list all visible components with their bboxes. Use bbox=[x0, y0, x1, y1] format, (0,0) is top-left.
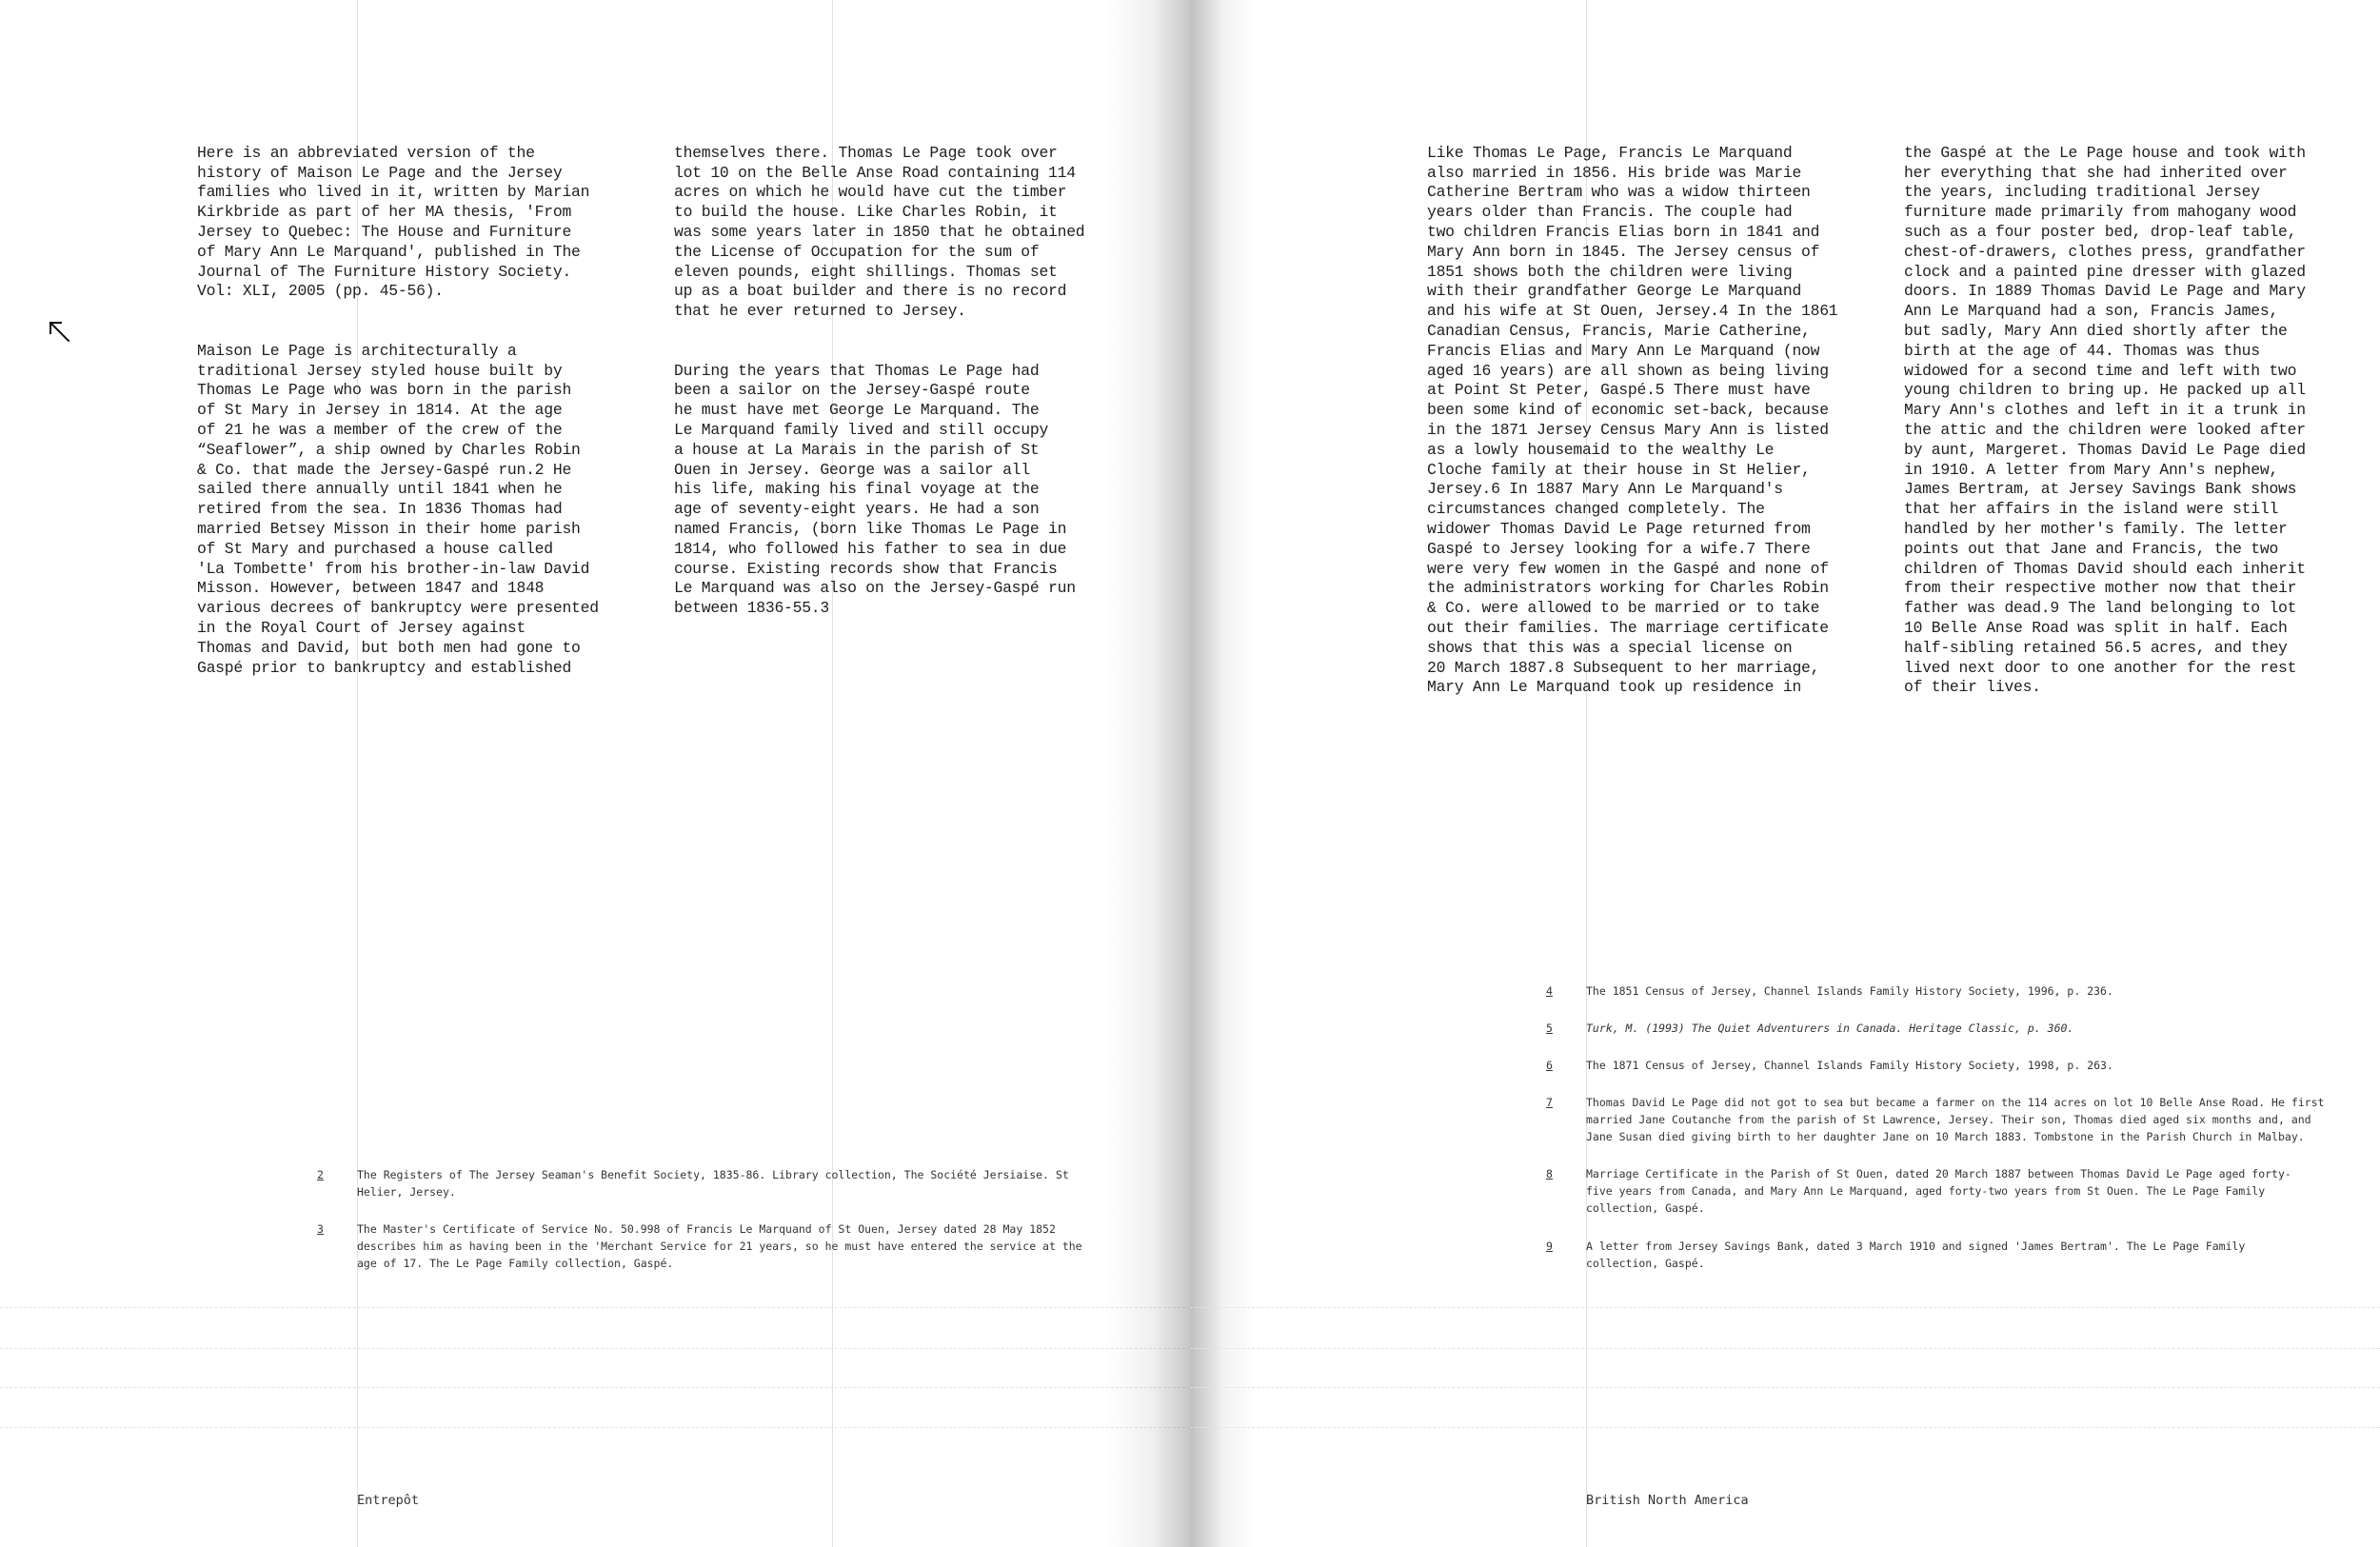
baseline-guide bbox=[0, 1307, 1190, 1308]
paragraph: the Gaspé at the Le Page house and took with her everything that she had inherited over the years, including traditional Jersey furniture made primarily from mahogany wood such as a four poster bed, drop-leaf table, chest-of-drawers, clothes press, grandfather clock and a painted pine dresser with glazed doors. In 1889 Thomas David Le Page and Mary Ann Le Marquand had a son, Francis James, but sadly, Mary Ann died shortly after the birth at the age of 44. Thomas was thus widowed for a second time and left with two young children to bring up. He packed up all Mary Ann's clothes and left in it a trunk in the attic and the children were looked after by aunt, Margeret. Thomas David Le Page died in 1910. A letter from Mary Ann's nephew, James Bertram, at Jersey Savings Bank shows that her affairs in the island were still handled by her mother's family. The letter points out that Jane and Francis, the two children of Thomas David should each inherit from their respective mother now that their father was dead.9 The land belonging to lot 10 Belle Anse Road was split in half. Each half-sibling retained 56.5 acres, and they lived next door to one another for the rest of their lives. bbox=[1904, 143, 2306, 697]
footnote-number[interactable]: 7 bbox=[1546, 1096, 1553, 1109]
paragraph: During the years that Thomas Le Page had been a sailor on the Jersey-Gaspé route he must have met George Le Marquand. The Le Marquand family lived and still occupy a house at La Marais in the parish of St Ouen in Jersey. George was a sailor all his life, making his final voyage at the age of seventy-eight years. He had a son named Francis, (born like Thomas Le Page in 1814, who followed his father to sea in due course. Existing records show that Francis Le Marquand was also on the Jersey-Gaspé run between 1836-55.3 bbox=[674, 361, 1076, 618]
baseline-guide bbox=[1190, 1307, 2380, 1308]
footnote-number[interactable]: 3 bbox=[317, 1222, 324, 1236]
body-column-2 bbox=[1904, 124, 2351, 718]
footnote-number[interactable]: 9 bbox=[1546, 1240, 1553, 1253]
baseline-guide bbox=[0, 1387, 1190, 1388]
footnote-number[interactable]: 5 bbox=[1546, 1021, 1553, 1035]
footnote-number[interactable]: 4 bbox=[1546, 984, 1553, 998]
baseline-guide bbox=[1190, 1348, 2380, 1349]
footnote-number[interactable]: 2 bbox=[317, 1168, 324, 1181]
baseline-guide bbox=[0, 1427, 1190, 1428]
binding-shadow bbox=[1104, 0, 1190, 1547]
footnote-number[interactable]: 8 bbox=[1546, 1167, 1553, 1180]
paragraph: Maison Le Page is architecturally a traditional Jersey styled house built by Thomas Le Page who was born in the parish of St Mary in Jersey in 1814. At the age of 21 he was a member of the crew of the “Seaflower”, a ship owned by Charles Robin & Co. that made the Jersey-Gaspé run.2 He sailed there annually until 1841 when he retired from the sea. In 1836 Thomas had married Betsey Misson in their home parish of St Mary and purchased a house called 'La Tombette' from his brother-in-law David Misson. However, between 1847 and 1848 various decrees of bankruptcy were presented in the Royal Court of Jersey against Thomas and David, but both men had gone to Gaspé prior to bankruptcy and established bbox=[197, 341, 599, 677]
body-column-1 bbox=[197, 124, 645, 698]
footnote-text: Marriage Certificate in the Parish of St Ouen, dated 20 March 1887 between Thomas David Le Page aged forty- five years from Canada, and Mary Ann Le Marquand, aged forty-two years from St Ouen. The Le Page Family collection, Gaspé. bbox=[1586, 1167, 2291, 1215]
body-column-2 bbox=[674, 124, 1121, 639]
baseline-guide bbox=[1190, 1387, 2380, 1388]
footnote-text: Thomas David Le Page did not got to sea but became a farmer on the 114 acres on lot 10 Belle Anse Road. He first married Jane Coutanche from the parish of St Lawrence, Jersey. Their son, Thomas died aged six months and, and Jane Susan died giving birth to her daughter Jane on 10 March 1883. Tombstone in the Parish Church in Malbay. bbox=[1586, 1096, 2325, 1143]
footnote-text: The Registers of The Jersey Seaman's Benefit Society, 1835-86. Library collection, The Société Jersiaise. St Helier, Jersey. bbox=[357, 1168, 1069, 1199]
body-column-1 bbox=[1427, 124, 1874, 718]
paragraph: Here is an abbreviated version of the history of Maison Le Page and the Jersey families who lived in it, written by Marian Kirkbride as part of her MA thesis, 'From Jersey to Quebec: The House and Furniture of Mary Ann Le Marquand', published in The Journal of The Furniture History Society. Vol: XLI, 2005 (pp. 45-56). bbox=[197, 143, 590, 301]
running-footer: Entrepôt bbox=[357, 1493, 420, 1508]
running-footer: British North America bbox=[1586, 1493, 1749, 1508]
arrow-up-left-icon[interactable] bbox=[48, 320, 72, 345]
footnote-text: The 1851 Census of Jersey, Channel Islands Family History Society, 1996, p. 236. bbox=[1586, 984, 2113, 998]
right-page bbox=[1190, 0, 2380, 1547]
paragraph: Like Thomas Le Page, Francis Le Marquand also married in 1856. His bride was Marie Catherine Bertram who was a widow thirteen years older than Francis. The couple had two children Francis Elias born in 1841 and Mary Ann born in 1845. The Jersey census of 1851 shows both the children were living with their grandfather George Le Marquand and his wife at St Ouen, Jersey.4 In the 1861 Canadian Census, Francis, Marie Catherine, Francis Elias and Mary Ann Le Marquand (now aged 16 years) are all shown as being living at Point St Peter, Gaspé.5 There must have been some kind of economic set-back, because in the 1871 Jersey Census Mary Ann is listed as a lowly housemaid to the wealthy Le Cloche family at their house in St Helier, Jersey.6 In 1887 Mary Ann Le Marquand's circumstances changed completely. The widower Thomas David Le Page returned from Gaspé to Jersey looking for a wife.7 There were very few women in the Gaspé and none of the administrators working for Charles Robin & Co. were allowed to be married or to take out their families. The marriage certificate shows that this was a special license on 20 March 1887.8 Subsequent to her marriage, Mary Ann Le Marquand took up residence in bbox=[1427, 143, 1838, 697]
footnote-text: The Master's Certificate of Service No. 50.998 of Francis Le Marquand of St Ouen, Jersey dated 28 May 1852 describes him as having been in the 'Merchant Service for 21 years, so he must have entered the service at the age of 17. The Le Page Family collection, Gaspé. bbox=[357, 1222, 1082, 1270]
paragraph: themselves there. Thomas Le Page took over lot 10 on the Belle Anse Road containing 114 acres on which he would have cut the timber to build the house. Like Charles Robin, it was some years later in 1850 that he obtained the License of Occupation for the sum of eleven pounds, eight shillings. Thomas set up as a boat builder and there is no record that he ever returned to Jersey. bbox=[674, 143, 1085, 321]
footnote-text: The 1871 Census of Jersey, Channel Islands Family History Society, 1998, p. 263. bbox=[1586, 1059, 2113, 1072]
binding-shadow bbox=[1190, 0, 1257, 1547]
footnote-number[interactable]: 6 bbox=[1546, 1059, 1553, 1072]
footnote-text: Turk, M. (1993) The Quiet Adventurers in Canada. Heritage Classic, p. 360. bbox=[1586, 1021, 2074, 1035]
baseline-guide bbox=[1190, 1427, 2380, 1428]
baseline-guide bbox=[0, 1348, 1190, 1349]
footnote-text: A letter from Jersey Savings Bank, dated 3 March 1910 and signed 'James Bertram'. The Le Page Family collection, Gaspé. bbox=[1586, 1240, 2246, 1270]
